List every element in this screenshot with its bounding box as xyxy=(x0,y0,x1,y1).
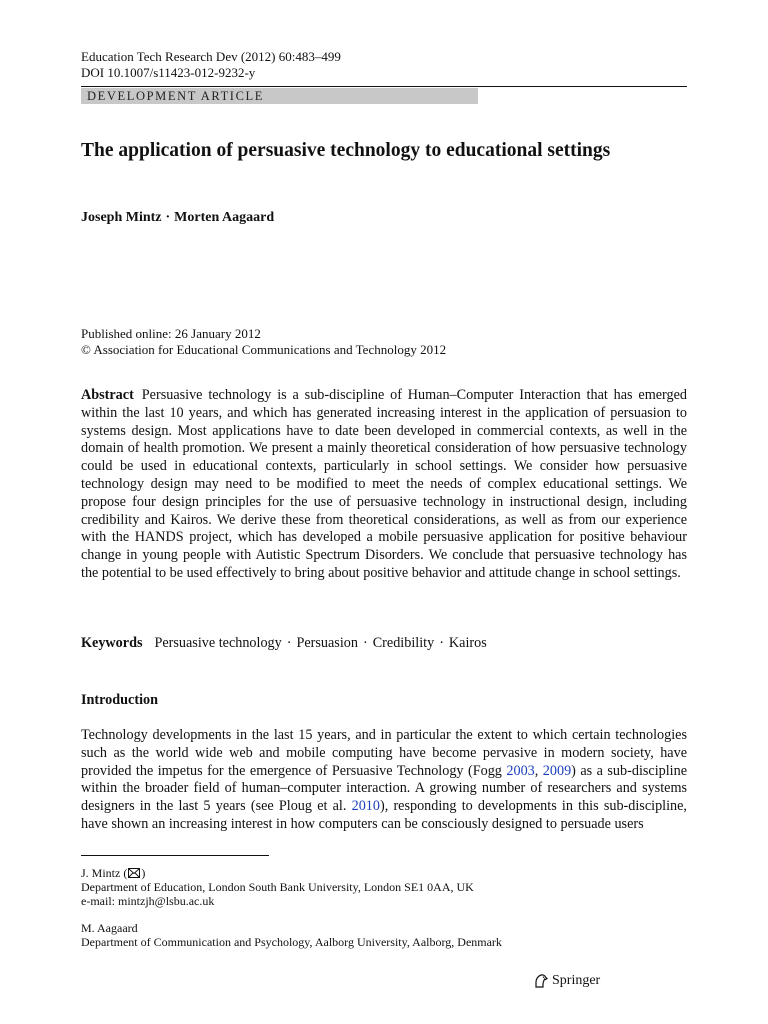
keyword-separator: · xyxy=(362,635,368,651)
journal-citation: Education Tech Research Dev (2012) 60:483–499 xyxy=(81,49,341,64)
author-name: Joseph Mintz xyxy=(81,210,162,225)
intro-text: Technology developments in the last 15 years, and in particular the extent to which certain technologies such as the world wide web and mobile computing have become pervasive in modern society, have provided the impetus for the emergence of Persuasive Technology (Fogg xyxy=(81,727,687,779)
citation-link[interactable]: 2003 xyxy=(506,762,535,779)
keyword: Persuasion xyxy=(296,635,358,651)
keywords-label: Keywords xyxy=(81,635,143,651)
footnote-author2-name: M. Aagaard xyxy=(81,921,138,935)
citation-link[interactable]: 2009 xyxy=(542,762,572,779)
footnote-text: ) xyxy=(141,866,146,880)
abstract-label: Abstract xyxy=(81,387,134,403)
footnote-author1-email[interactable]: e-mail: mintzjh@lsbu.ac.uk xyxy=(81,894,215,908)
published-date: Published online: 26 January 2012 xyxy=(81,326,261,341)
introduction-paragraph xyxy=(81,727,687,834)
author-name: Morten Aagaard xyxy=(174,210,275,225)
footnote-rule xyxy=(81,855,269,856)
keyword: Kairos xyxy=(448,635,487,651)
section-heading-introduction: Introduction xyxy=(81,692,158,708)
keyword: Credibility xyxy=(372,635,435,651)
keyword-separator: · xyxy=(286,635,292,651)
footnote-author2-dept: Department of Communication and Psychology, Aalborg University, Aalborg, Denmark xyxy=(81,935,502,949)
publisher-name: Springer xyxy=(552,973,601,988)
publication-info xyxy=(81,326,446,358)
keyword: Persuasive technology xyxy=(154,635,282,651)
paper-title: The application of persuasive technology to educational settings xyxy=(81,140,611,161)
publisher-logo xyxy=(533,972,600,990)
intro-text: , xyxy=(534,762,543,779)
intro-text: ) as a sub-discipline within the broader field of human–computer interaction. A growing number of researchers and systems designers in the last 5 years (see Ploug et al. xyxy=(81,762,688,815)
author-separator: · xyxy=(165,210,171,225)
citation-link[interactable]: 2010 xyxy=(351,798,380,815)
abstract xyxy=(81,387,687,583)
keyword-separator: · xyxy=(439,635,444,651)
abstract-text: Persuasive technology is a sub-discipline of Human–Computer Interaction that has emerged within the last 10 years, and which has generated increasing interest in the application of persuasion to systems design. Most applications have to date been developed in commercial contexts, as well in the domain of health promotion. We present a mainly theoretical consideration of how persuasive technology could be used in educational contexts, particularly in school settings. We consider how persuasive technology design may need to be modified to meet the needs of complex educational settings. We propose four design principles for the use of persuasive technology in instructional design, including credibility and Kairos. We derive these from theoretical considerations, as well as from our experience with the HANDS project, which has developed a mobile persuasive application for positive behaviour change in young people with Autistic Spectrum Disorders. We conclude that persuasive technology has the potential to be used effectively to bring about positive behavior and attitude change in school settings. xyxy=(81,387,687,581)
envelope-icon xyxy=(128,868,140,878)
springer-horse-icon xyxy=(533,973,549,989)
keywords xyxy=(81,634,487,652)
footnote-author1-name xyxy=(81,866,145,880)
header-rule xyxy=(81,86,687,87)
doi: DOI 10.1007/s11423-012-9232-y xyxy=(81,65,256,80)
footnote-text: J. Mintz ( xyxy=(81,866,128,880)
copyright-notice: © Association for Educational Communications and Technology 2012 xyxy=(81,342,447,357)
footnote-author1-dept: Department of Education, London South Bank University, London SE1 0AA, UK xyxy=(81,880,474,894)
article-type-banner: DEVELOPMENT ARTICLE xyxy=(81,88,478,104)
intro-text: ), responding to developments in this sub-discipline, have shown an increasing interest in how computers can be consciously designed to persuade users xyxy=(81,798,687,832)
author-list xyxy=(81,210,274,226)
